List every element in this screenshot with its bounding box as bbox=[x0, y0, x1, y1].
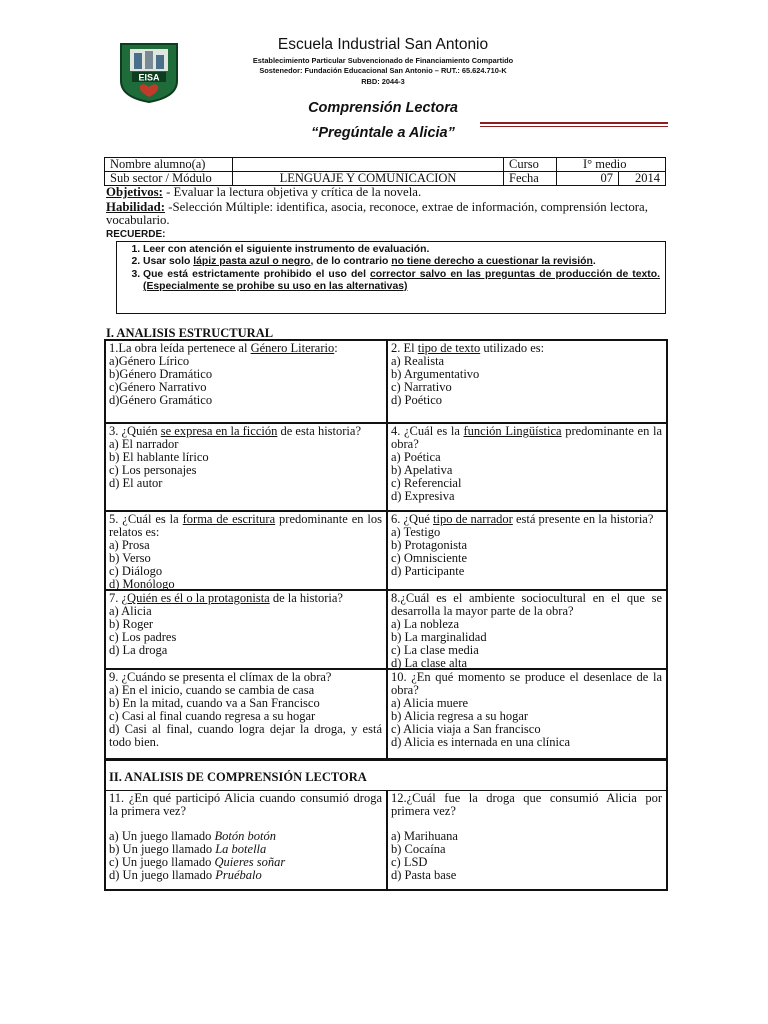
question-text: 7. ¿Quién es él o la protagonista de la historia? bbox=[109, 591, 343, 605]
answer-option[interactable]: d) La clase alta bbox=[391, 655, 467, 670]
question-2 bbox=[386, 341, 666, 422]
rule-text: Usar solo bbox=[143, 256, 194, 268]
answer-option[interactable]: d) Poético bbox=[391, 392, 443, 407]
rule-text: lápiz pasta azul o negro bbox=[193, 256, 311, 268]
question-text: 3. ¿Quién se expresa en la ficción de esta historia? bbox=[109, 424, 361, 438]
answer-option[interactable]: b) La marginalidad bbox=[391, 629, 487, 644]
answer-option[interactable]: c)Género Narrativo bbox=[109, 379, 207, 394]
answer-option[interactable]: d) Pasta base bbox=[391, 867, 457, 882]
question-text: 6. ¿Qué tipo de narrador está presente en la historia? bbox=[391, 512, 654, 526]
answer-option[interactable]: b) Roger bbox=[109, 616, 154, 631]
question-12 bbox=[386, 791, 666, 889]
answer-option[interactable]: b) Alicia regresa a su hogar bbox=[391, 708, 529, 723]
school-rbd: RBD: 2044-3 bbox=[361, 77, 405, 86]
answer-option[interactable]: b) Verso bbox=[109, 550, 151, 565]
question-7 bbox=[106, 591, 386, 668]
answer-option[interactable]: c) Diálogo bbox=[109, 563, 163, 578]
answer-option[interactable]: b) Apelativa bbox=[391, 462, 453, 477]
answer-option[interactable]: c) La clase media bbox=[391, 642, 479, 657]
answer-option[interactable]: b) Un juego llamado La botella bbox=[109, 841, 267, 856]
answer-option[interactable]: c) Referencial bbox=[391, 475, 462, 490]
question-grid-1 bbox=[104, 339, 668, 761]
svg-text:EISA: EISA bbox=[138, 72, 160, 83]
question-text: 10. ¿En qué momento se produce el desenlace de la obra? bbox=[391, 670, 662, 697]
answer-option[interactable]: a) Poética bbox=[391, 449, 441, 464]
answer-option[interactable]: a) Prosa bbox=[109, 537, 150, 552]
curso-label: Curso bbox=[504, 158, 557, 172]
question-text: 12.¿Cuál fue la droga que consumió Alicia por primera vez? bbox=[391, 791, 662, 818]
school-description: Establecimiento Particular Subvencionado de Financiamiento Compartido bbox=[252, 56, 514, 65]
answer-option[interactable]: a) El narrador bbox=[109, 436, 179, 451]
answer-option[interactable]: d) La droga bbox=[109, 642, 168, 657]
answer-option[interactable]: c) Omnisciente bbox=[391, 550, 468, 565]
question-11 bbox=[106, 791, 386, 889]
fecha-year: 2014 bbox=[619, 172, 666, 186]
answer-option[interactable]: b)Género Dramático bbox=[109, 366, 213, 381]
question-1 bbox=[106, 341, 386, 422]
answer-option[interactable]: b) Protagonista bbox=[391, 537, 468, 552]
section-title: II. ANALISIS DE COMPRENSIÓN LECTORA bbox=[109, 770, 367, 784]
name-field[interactable] bbox=[233, 158, 504, 172]
decorative-rule bbox=[480, 122, 668, 124]
question-text: 8.¿Cuál es el ambiente sociocultural en el que se desarrolla la mayor parte de la obra? bbox=[391, 591, 662, 618]
answer-option[interactable]: b) Cocaína bbox=[391, 841, 446, 856]
section-title: I. ANALISIS ESTRUCTURAL bbox=[106, 326, 274, 340]
answer-option[interactable]: a) Alicia muere bbox=[391, 695, 469, 710]
objetivos-text: - Evaluar la lectura objetiva y crítica de la novela. bbox=[162, 185, 422, 199]
question-9 bbox=[106, 670, 386, 759]
page-title: Comprensión Lectora bbox=[308, 100, 458, 116]
question-8 bbox=[386, 591, 666, 668]
rule-item bbox=[143, 256, 660, 268]
answer-option[interactable]: b) El hablante lírico bbox=[109, 449, 209, 464]
habilidad bbox=[106, 201, 666, 227]
fecha-label: Fecha bbox=[504, 172, 557, 186]
rule-text: Que está estrictamente prohibido el uso del bbox=[143, 268, 371, 280]
answer-option[interactable]: a) En el inicio, cuando se cambia de casa bbox=[109, 682, 315, 697]
answer-option[interactable]: c) Casi al final cuando regresa a su hogar bbox=[109, 708, 316, 723]
question-6 bbox=[386, 512, 666, 589]
school-name: Escuela Industrial San Antonio bbox=[277, 36, 489, 53]
answer-option[interactable]: b) En la mitad, cuando va a San Francisco bbox=[109, 695, 320, 710]
answer-option[interactable]: a) Un juego llamado Botón botón bbox=[109, 828, 276, 843]
rule-text: . bbox=[592, 256, 596, 268]
rule-item bbox=[143, 244, 660, 256]
answer-option[interactable]: a) Marihuana bbox=[391, 828, 458, 843]
answer-option[interactable]: d) El autor bbox=[109, 475, 163, 490]
name-label: Nombre alumno(a) bbox=[105, 158, 233, 172]
answer-option[interactable]: a) Testigo bbox=[391, 524, 441, 539]
answer-option[interactable]: d)Género Gramático bbox=[109, 392, 213, 407]
rule-text: no tiene derecho a cuestionar la revisión bbox=[391, 256, 593, 268]
habilidad-label: Habilidad: bbox=[106, 200, 166, 214]
answer-option[interactable]: a) Alicia bbox=[109, 603, 152, 618]
rule-item bbox=[143, 269, 660, 294]
rule-text: Leer con atención el siguiente instrumento de evaluación. bbox=[143, 244, 430, 255]
habilidad-text: -Selección Múltiple: identifica, asocia, reconoce, extrae de información, comprensión lectora, vocabulario. bbox=[106, 200, 648, 227]
recuerde-heading: RECUERDE: bbox=[106, 229, 166, 240]
answer-option[interactable]: d) Alicia es internada en una clínica bbox=[391, 734, 571, 749]
answer-option[interactable]: a)Género Lírico bbox=[109, 353, 190, 368]
question-text: 5. ¿Cuál es la forma de escritura predominante en los relatos es: bbox=[109, 512, 382, 539]
answer-option[interactable]: d) Expresiva bbox=[391, 488, 455, 503]
page-subtitle: “Pregúntale a Alicia” bbox=[311, 125, 455, 141]
question-text: 2. El tipo de texto utilizado es: bbox=[391, 341, 545, 355]
school-owner: Sostenedor: Fundación Educacional San Antonio – RUT.: 65.624.710-K bbox=[259, 66, 507, 75]
question-text: 9. ¿Cuándo se presenta el clímax de la obra? bbox=[109, 670, 332, 684]
answer-option[interactable]: c) Un juego llamado Quieres soñar bbox=[109, 854, 286, 869]
answer-option[interactable]: c) Los padres bbox=[109, 629, 177, 644]
answer-option[interactable]: d) Casi al final, cuando logra dejar la droga, y está todo bien. bbox=[109, 721, 382, 749]
rules-box bbox=[116, 241, 666, 314]
subsector-value: LENGUAJE Y COMUNICACION bbox=[233, 172, 504, 186]
rule-text: , de lo contrario bbox=[310, 256, 392, 268]
objetivos-label: Objetivos: bbox=[106, 185, 163, 199]
student-info-table bbox=[104, 157, 666, 186]
question-3 bbox=[106, 424, 386, 510]
question-10 bbox=[386, 670, 666, 759]
answer-option[interactable]: d) Monólogo bbox=[109, 576, 175, 591]
curso-value: I° medio bbox=[557, 158, 666, 172]
question-text: 11. ¿En qué participó Alicia cuando consumió droga la primera vez? bbox=[109, 791, 382, 818]
answer-option[interactable]: c) Narrativo bbox=[391, 379, 452, 394]
answer-option[interactable]: c) LSD bbox=[391, 854, 428, 869]
question-text: 1.La obra leída pertenece al Género Literario: bbox=[109, 341, 338, 355]
question-text: 4. ¿Cuál es la función Lingüística predominante en la obra? bbox=[391, 424, 663, 451]
fecha-month: 07 bbox=[557, 172, 619, 186]
answer-option[interactable]: d) Participante bbox=[391, 563, 465, 578]
answer-option[interactable]: a) La nobleza bbox=[391, 616, 460, 631]
answer-option[interactable]: c) Alicia viaja a San francisco bbox=[391, 721, 541, 736]
question-4 bbox=[386, 424, 666, 510]
objetivos bbox=[106, 186, 666, 199]
answer-option[interactable]: a) Realista bbox=[391, 353, 445, 368]
answer-option[interactable]: b) Argumentativo bbox=[391, 366, 480, 381]
answer-option[interactable]: c) Los personajes bbox=[109, 462, 197, 477]
answer-option[interactable]: d) Un juego llamado Pruébalo bbox=[109, 867, 262, 882]
school-logo bbox=[118, 41, 180, 103]
rule-text: corrector salvo en las preguntas de producción de texto. (Especialmente se prohibe su uso en las alternativas) bbox=[143, 268, 660, 293]
subsector-label: Sub sector / Módulo bbox=[105, 172, 233, 186]
question-grid-2 bbox=[104, 758, 668, 891]
question-5 bbox=[106, 512, 386, 589]
